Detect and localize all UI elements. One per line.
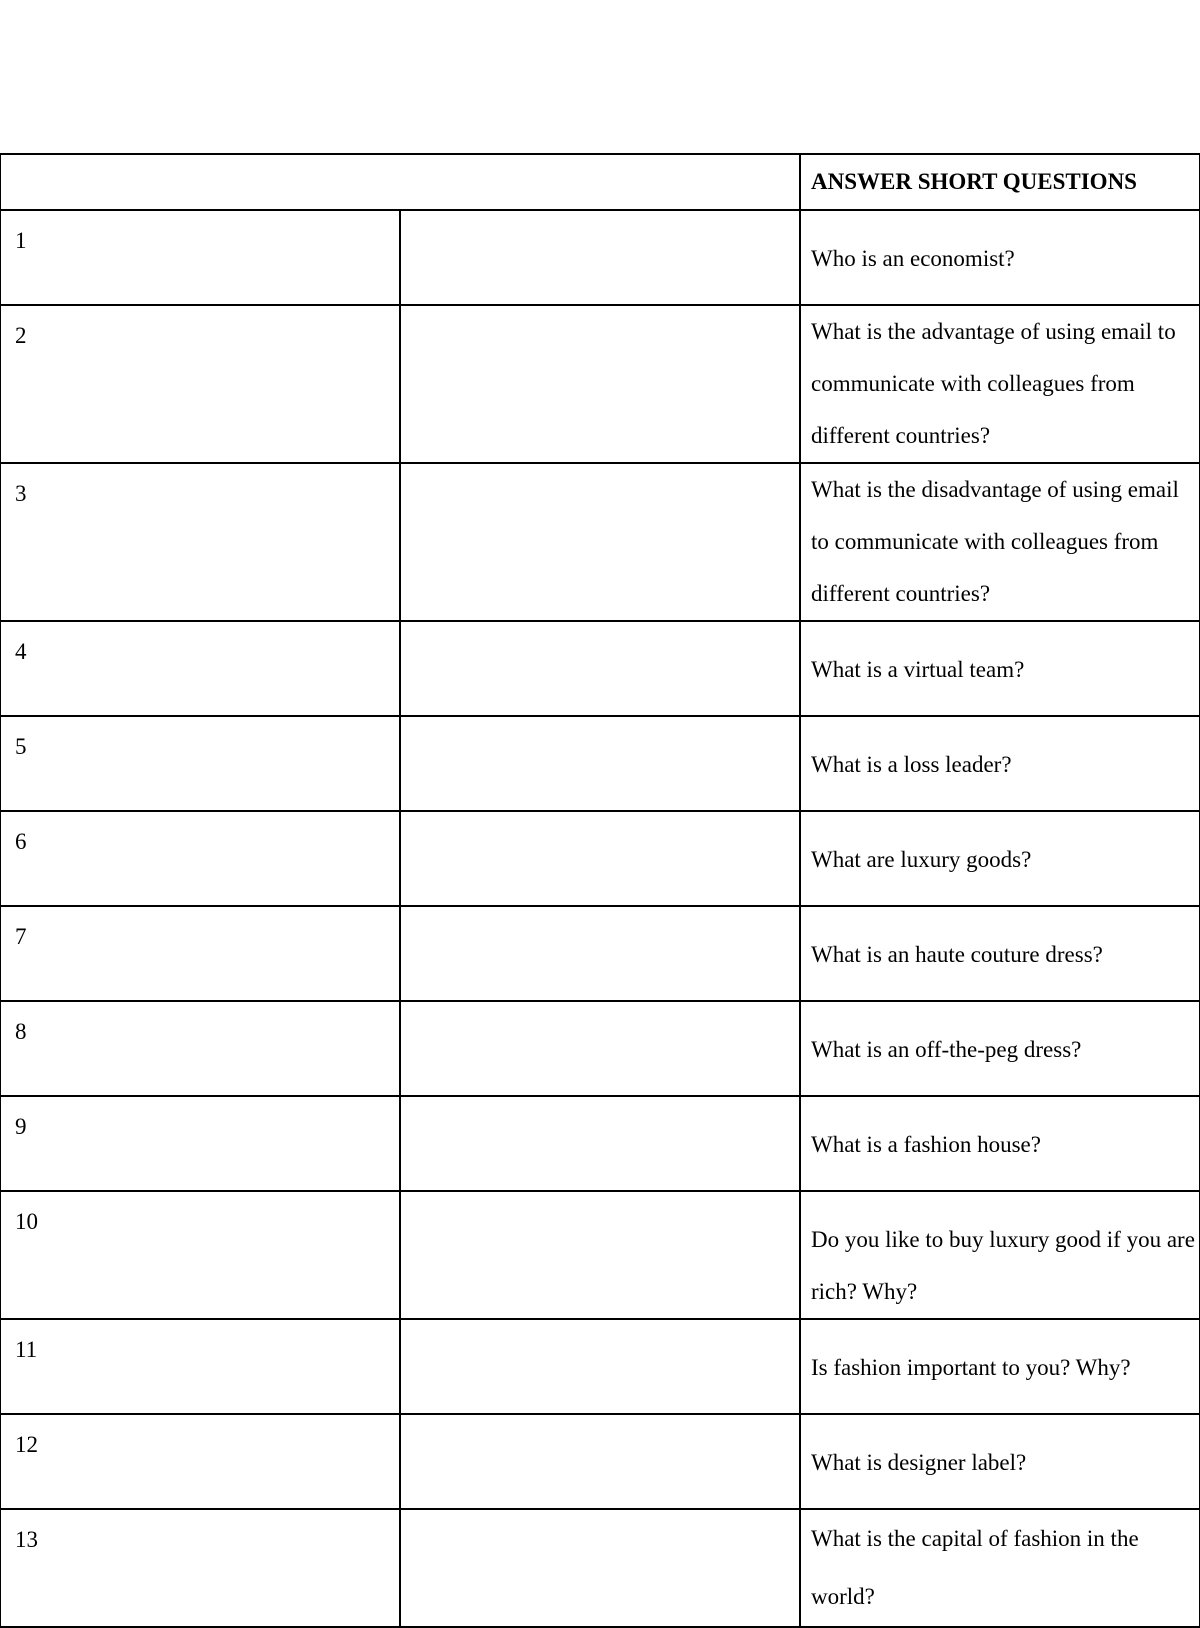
question-text: Who is an economist? [811,246,1015,271]
question-text: Is fashion important to you? Why? [811,1355,1131,1380]
row-number: 4 [0,621,400,716]
row-number: 11 [0,1319,400,1414]
question-cell [800,463,1200,621]
question-text: What is the capital of fashion in the world? [811,1526,1139,1609]
answer-cell[interactable] [400,463,800,621]
row-number: 8 [0,1001,400,1096]
answer-cell[interactable] [400,305,800,463]
row-number: 3 [0,463,400,621]
table-row [0,1001,1200,1096]
question-cell [800,811,1200,906]
row-number: 1 [0,210,400,305]
question-cell [800,305,1200,463]
answer-cell[interactable] [400,1001,800,1096]
table-row [0,906,1200,1001]
questions-table [0,153,1200,1628]
row-number: 7 [0,906,400,1001]
table-row [0,1509,1200,1627]
answer-cell[interactable] [400,210,800,305]
answer-cell[interactable] [400,906,800,1001]
question-text-line-2: to communicate with colleagues from different countries? [811,529,1159,606]
question-cell [800,1096,1200,1191]
question-text: What is an haute couture dress? [811,942,1103,967]
question-text: What is an off-the-peg dress? [811,1037,1082,1062]
row-number: 10 [0,1191,400,1319]
worksheet [0,153,1200,1628]
table-heading: ANSWER SHORT QUESTIONS [800,154,1200,210]
question-cell [800,210,1200,305]
question-cell [800,1191,1200,1319]
table-row [0,1414,1200,1509]
table-row [0,210,1200,305]
table-row [0,1191,1200,1319]
header-blank-cell [0,154,800,210]
table-row [0,1319,1200,1414]
table-row [0,716,1200,811]
question-cell [800,1001,1200,1096]
question-text: What is a loss leader? [811,752,1012,777]
question-cell [800,906,1200,1001]
question-text: What is designer label? [811,1450,1027,1475]
row-number: 13 [0,1509,400,1627]
answer-cell[interactable] [400,1319,800,1414]
answer-cell[interactable] [400,1414,800,1509]
answer-cell[interactable] [400,1509,800,1627]
answer-cell[interactable] [400,811,800,906]
table-row [0,1096,1200,1191]
question-cell [800,716,1200,811]
table-row [0,305,1200,463]
question-text: What are luxury goods? [811,847,1032,872]
question-text: What is a virtual team? [811,657,1025,682]
question-text-line-2: communicate with colleagues from different countries? [811,371,1135,448]
question-text-line-1: What is the advantage of using email to [811,319,1176,344]
question-cell [800,1319,1200,1414]
row-number: 9 [0,1096,400,1191]
table-header-row [0,154,1200,210]
row-number: 12 [0,1414,400,1509]
question-cell [800,1414,1200,1509]
table-row [0,463,1200,621]
row-number: 5 [0,716,400,811]
question-cell [800,621,1200,716]
question-text: What is a fashion house? [811,1132,1041,1157]
answer-cell[interactable] [400,621,800,716]
answer-cell[interactable] [400,716,800,811]
question-text: Do you like to buy luxury good if you are rich? Why? [811,1227,1195,1304]
row-number: 6 [0,811,400,906]
table-row [0,811,1200,906]
question-cell [800,1509,1200,1627]
answer-cell[interactable] [400,1096,800,1191]
row-number: 2 [0,305,400,463]
question-text-line-1: What is the disadvantage of using email [811,477,1179,502]
answer-cell[interactable] [400,1191,800,1319]
table-row [0,621,1200,716]
